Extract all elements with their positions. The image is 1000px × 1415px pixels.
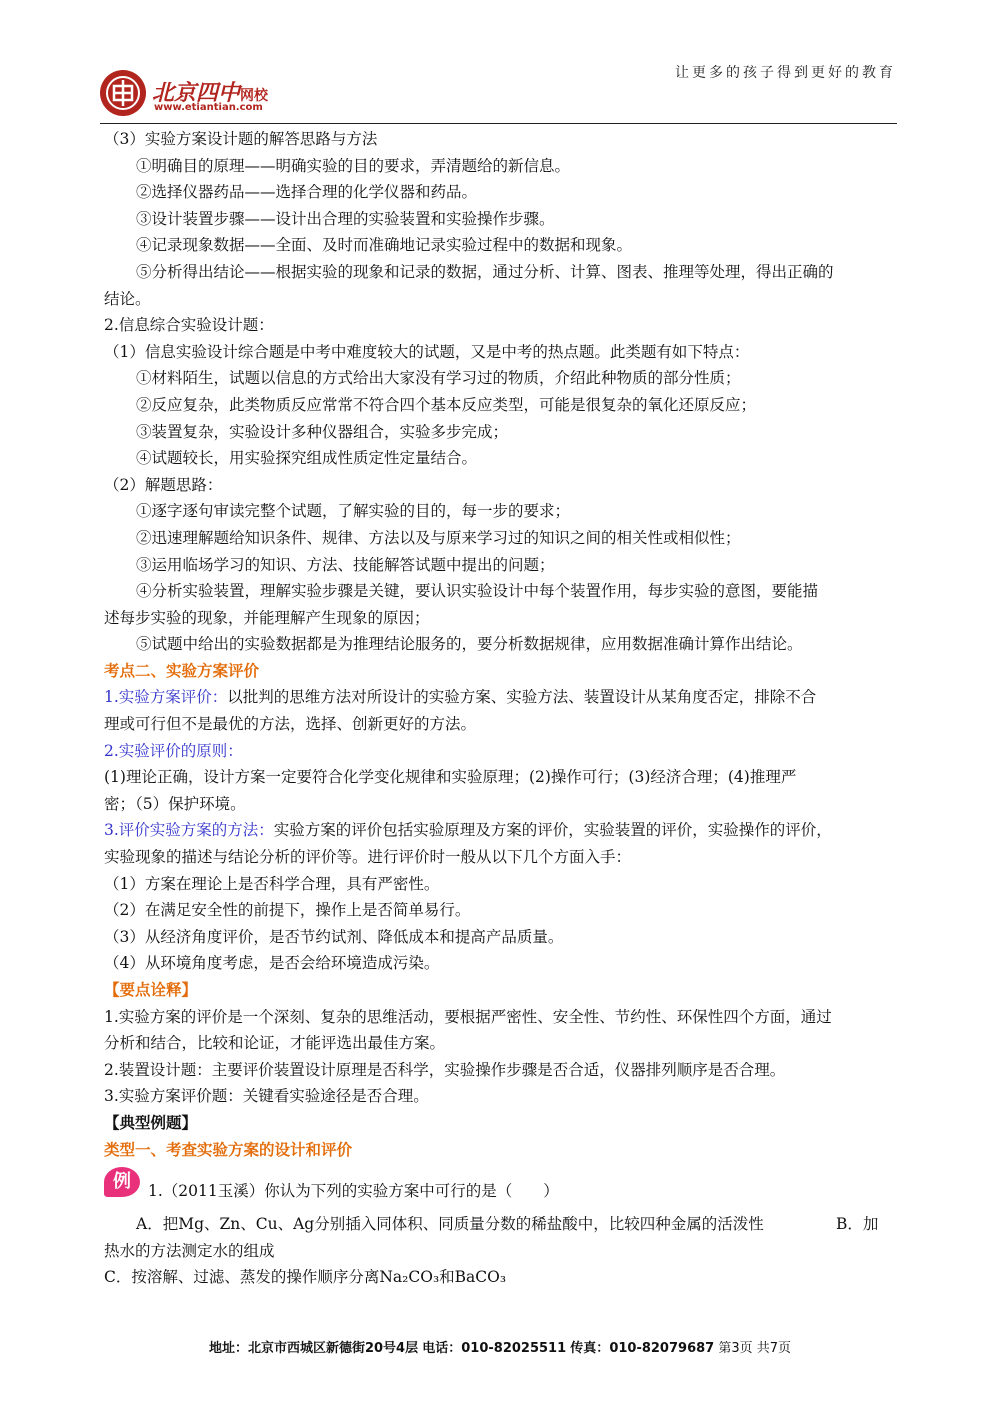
paragraph-line: 理或可行但不是最优的方法，选择、创新更好的方法。 [104, 715, 477, 734]
paragraph-line: ⑤分析得出结论——根据实验的现象和记录的数据，通过分析、计算、图表、推理等处理，得出正确的 [136, 262, 834, 281]
logo-url: www.etiantian.com [154, 102, 263, 113]
paragraph-line: ②反应复杂，此类物质反应常常不符合四个基本反应类型，可能是很复杂的氧化还原反应； [136, 395, 757, 414]
option-b: B．加 [836, 1215, 879, 1234]
paragraph-line: （1）信息实验设计综合题是中考中难度较大的试题，又是中考的热点题。此类题有如下特点： [104, 342, 750, 361]
example-header [104, 1167, 900, 1205]
paragraph-line: ④记录现象数据——全面、及时而准确地记录实验过程中的数据和现象。 [136, 236, 633, 255]
example-badge-icon: 例 [104, 1167, 140, 1197]
paragraph-line: ③设计装置步骤——设计出合理的实验装置和实验操作步骤。 [136, 209, 555, 228]
paragraph-line: 1.实验方案的评价是一个深刻、复杂的思维活动，要根据严密性、安全性、节约性、环保性四个方面，通过 [104, 1007, 832, 1026]
option-a: A．把Mg、Zn、Cu、Ag分别插入同体积、同质量分数的稀盐酸中，比较四种金属的活泼性 [136, 1215, 764, 1234]
paragraph-line: ③运用临场学习的知识、方法、技能解答试题中提出的问题； [136, 555, 555, 574]
paragraph-line: （2）解题思路： [104, 475, 223, 494]
footer-fax-label: 传真： [570, 1341, 610, 1356]
logo-name: 北京四中网校 [152, 81, 269, 106]
paragraph-line: 实验现象的描述与结论分析的评价等。进行评价时一般从以下几个方面入手： [104, 848, 632, 867]
paragraph-line: 1.实验方案评价：以批判的思维方法对所设计的实验方案、实验方法、装置设计从某角度否定，排除不合 [104, 688, 817, 707]
page-footer [0, 1337, 1000, 1356]
footer-phone: 010-82025511 [461, 1341, 567, 1356]
paragraph-line: （4）从环境角度考虑，是否会给环境造成污染。 [104, 954, 440, 973]
logo-seal-icon [100, 70, 146, 116]
footer-fax: 010-82079687 [609, 1341, 715, 1356]
footer-address-label: 地址： [208, 1341, 248, 1356]
paragraph-line: 2.装置设计题：主要评价装置设计原理是否科学，实验操作步骤是否合适，仪器排列顺序是否合理。 [104, 1060, 786, 1079]
page-number: 第3页 共7页 [718, 1341, 792, 1356]
option-b-continued: 热水的方法测定水的组成 [104, 1241, 275, 1260]
paragraph-line: ②选择仪器药品——选择合理的化学仪器和药品。 [136, 183, 478, 202]
example-question: 1.（2011玉溪）你认为下列的实验方案中可行的是（ ） [148, 1182, 559, 1201]
header-slogan: 让更多的孩子得到更好的教育 [675, 65, 896, 81]
example-option-line [104, 1211, 900, 1238]
section-heading-kaodian-2: 考点二、实验方案评价 [104, 661, 260, 680]
paragraph-line: （2）在满足安全性的前提下，操作上是否简单易行。 [104, 901, 471, 920]
document-body [104, 126, 900, 1291]
section-heading: 2.信息综合实验设计题： [104, 316, 274, 335]
paragraph-line: 3.评价实验方案的方法：实验方案的评价包括实验原理及方案的评价，实验装置的评价，实验操作的评价， [104, 821, 832, 840]
paragraph-line: ④试题较长，用实验探究组成性质定性定量结合。 [136, 449, 478, 468]
section-heading-examples: 【典型例题】 [104, 1113, 198, 1132]
paragraph-line: ③装置复杂，实验设计多种仪器组合，实验多步完成； [136, 422, 509, 441]
page-header [0, 0, 1000, 125]
header-divider [100, 123, 897, 124]
paragraph-line: （1）方案在理论上是否科学合理，具有严密性。 [104, 874, 440, 893]
paragraph-line: ①明确目的原理——明确实验的目的要求，弄清题给的新信息。 [136, 156, 571, 175]
paragraph-line: 分析和结合，比较和论证，才能评选出最佳方案。 [104, 1034, 446, 1053]
footer-phone-label: 电话： [422, 1341, 462, 1356]
paragraph-line: 述每步实验的现象，并能理解产生现象的原因； [104, 608, 430, 627]
paragraph-line: 3.实验方案评价题：关键看实验途径是否合理。 [104, 1087, 429, 1106]
paragraph-line: 密；（5）保护环境。 [104, 794, 246, 813]
paragraph-line: ⑤试题中给出的实验数据都是为推理结论服务的，要分析数据规律，应用数据准确计算作出结论。 [136, 635, 803, 654]
section-heading-key-points: 【要点诠释】 [104, 981, 198, 999]
paragraph-line: ①逐字逐句审读完整个试题，了解实验的目的，每一步的要求； [136, 502, 571, 521]
term-label: 2.实验评价的原则： [104, 741, 243, 760]
paragraph-line: ④分析实验装置，理解实验步骤是关键，要认识实验设计中每个装置作用，每步实验的意图，要能描 [136, 582, 819, 601]
section-heading-type-1: 类型一、考查实验方案的设计和评价 [104, 1140, 353, 1159]
paragraph-line: ②迅速理解题给知识条件、规律、方法以及与原来学习过的知识之间的相关性或相似性； [136, 528, 741, 547]
option-c: C．按溶解、过滤、蒸发的操作顺序分离Na₂CO₃和BaCO₃ [104, 1268, 507, 1287]
paragraph-line: (1)理论正确，设计方案一定要符合化学变化规律和实验原理；(2)操作可行；(3)经济合理；(4)推理严 [104, 768, 797, 787]
term-label: 1.实验方案评价： [104, 688, 228, 707]
footer-address: 北京市西城区新德街20号4层 [247, 1341, 419, 1356]
paragraph-line: （3）实验方案设计题的解答思路与方法 [104, 130, 378, 148]
paragraph-line: ①材料陌生，试题以信息的方式给出大家没有学习过的物质，介绍此种物质的部分性质； [136, 369, 741, 388]
paragraph-line: （3）从经济角度评价，是否节约试剂、降低成本和提高产品质量。 [104, 927, 564, 946]
logo [100, 70, 300, 120]
term-label: 3.评价实验方案的方法： [104, 821, 274, 840]
paragraph-line: 结论。 [104, 289, 151, 308]
